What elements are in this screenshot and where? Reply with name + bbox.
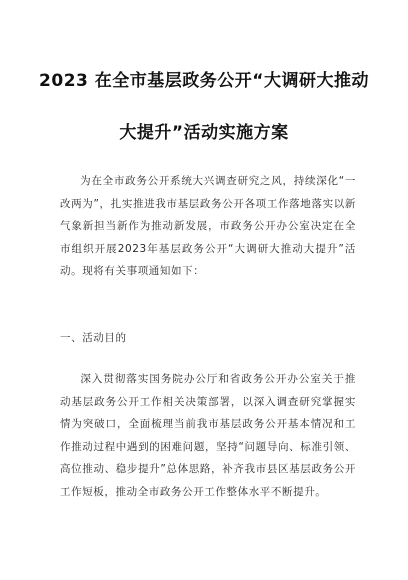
section-1-paragraph-text: 深入贯彻落实国务院办公厅和省政务公开办公室关于推动基层政务公开工作相关决策部署，以深入调查研究掌握实情为突破口，全面梳理当前我市基层政务公开基本情况和工作推动过程中遇到的困难问题，坚持“问题导向、标准引领、高位推动、稳步提升”总体思路，补齐我市县区基层政务公开工作短板，推动全市政务公开工作整体水平不断提升。 [60, 373, 356, 498]
document-title-line-1: 2023 在全市基层政务公开“大调研大推动 [39, 71, 369, 91]
document-title-line-2: 大提升”活动实施方案 [119, 123, 289, 143]
section-1-heading: 一、活动目的 [60, 332, 127, 344]
intro-paragraph [60, 170, 356, 283]
intro-paragraph-text: 为在全市政务公开系统大兴调查研究之风，持续深化“一改两为”，扎实推进我市基层政务公开各项工作落地落实以新气象新担当新作为推动新发展，市政务公开办公室决定在全市组织开展2023年基层政务公开“大调研大推动大提升”活动。现将有关事项通知如下： [60, 175, 356, 277]
section-1-paragraph [60, 368, 356, 503]
